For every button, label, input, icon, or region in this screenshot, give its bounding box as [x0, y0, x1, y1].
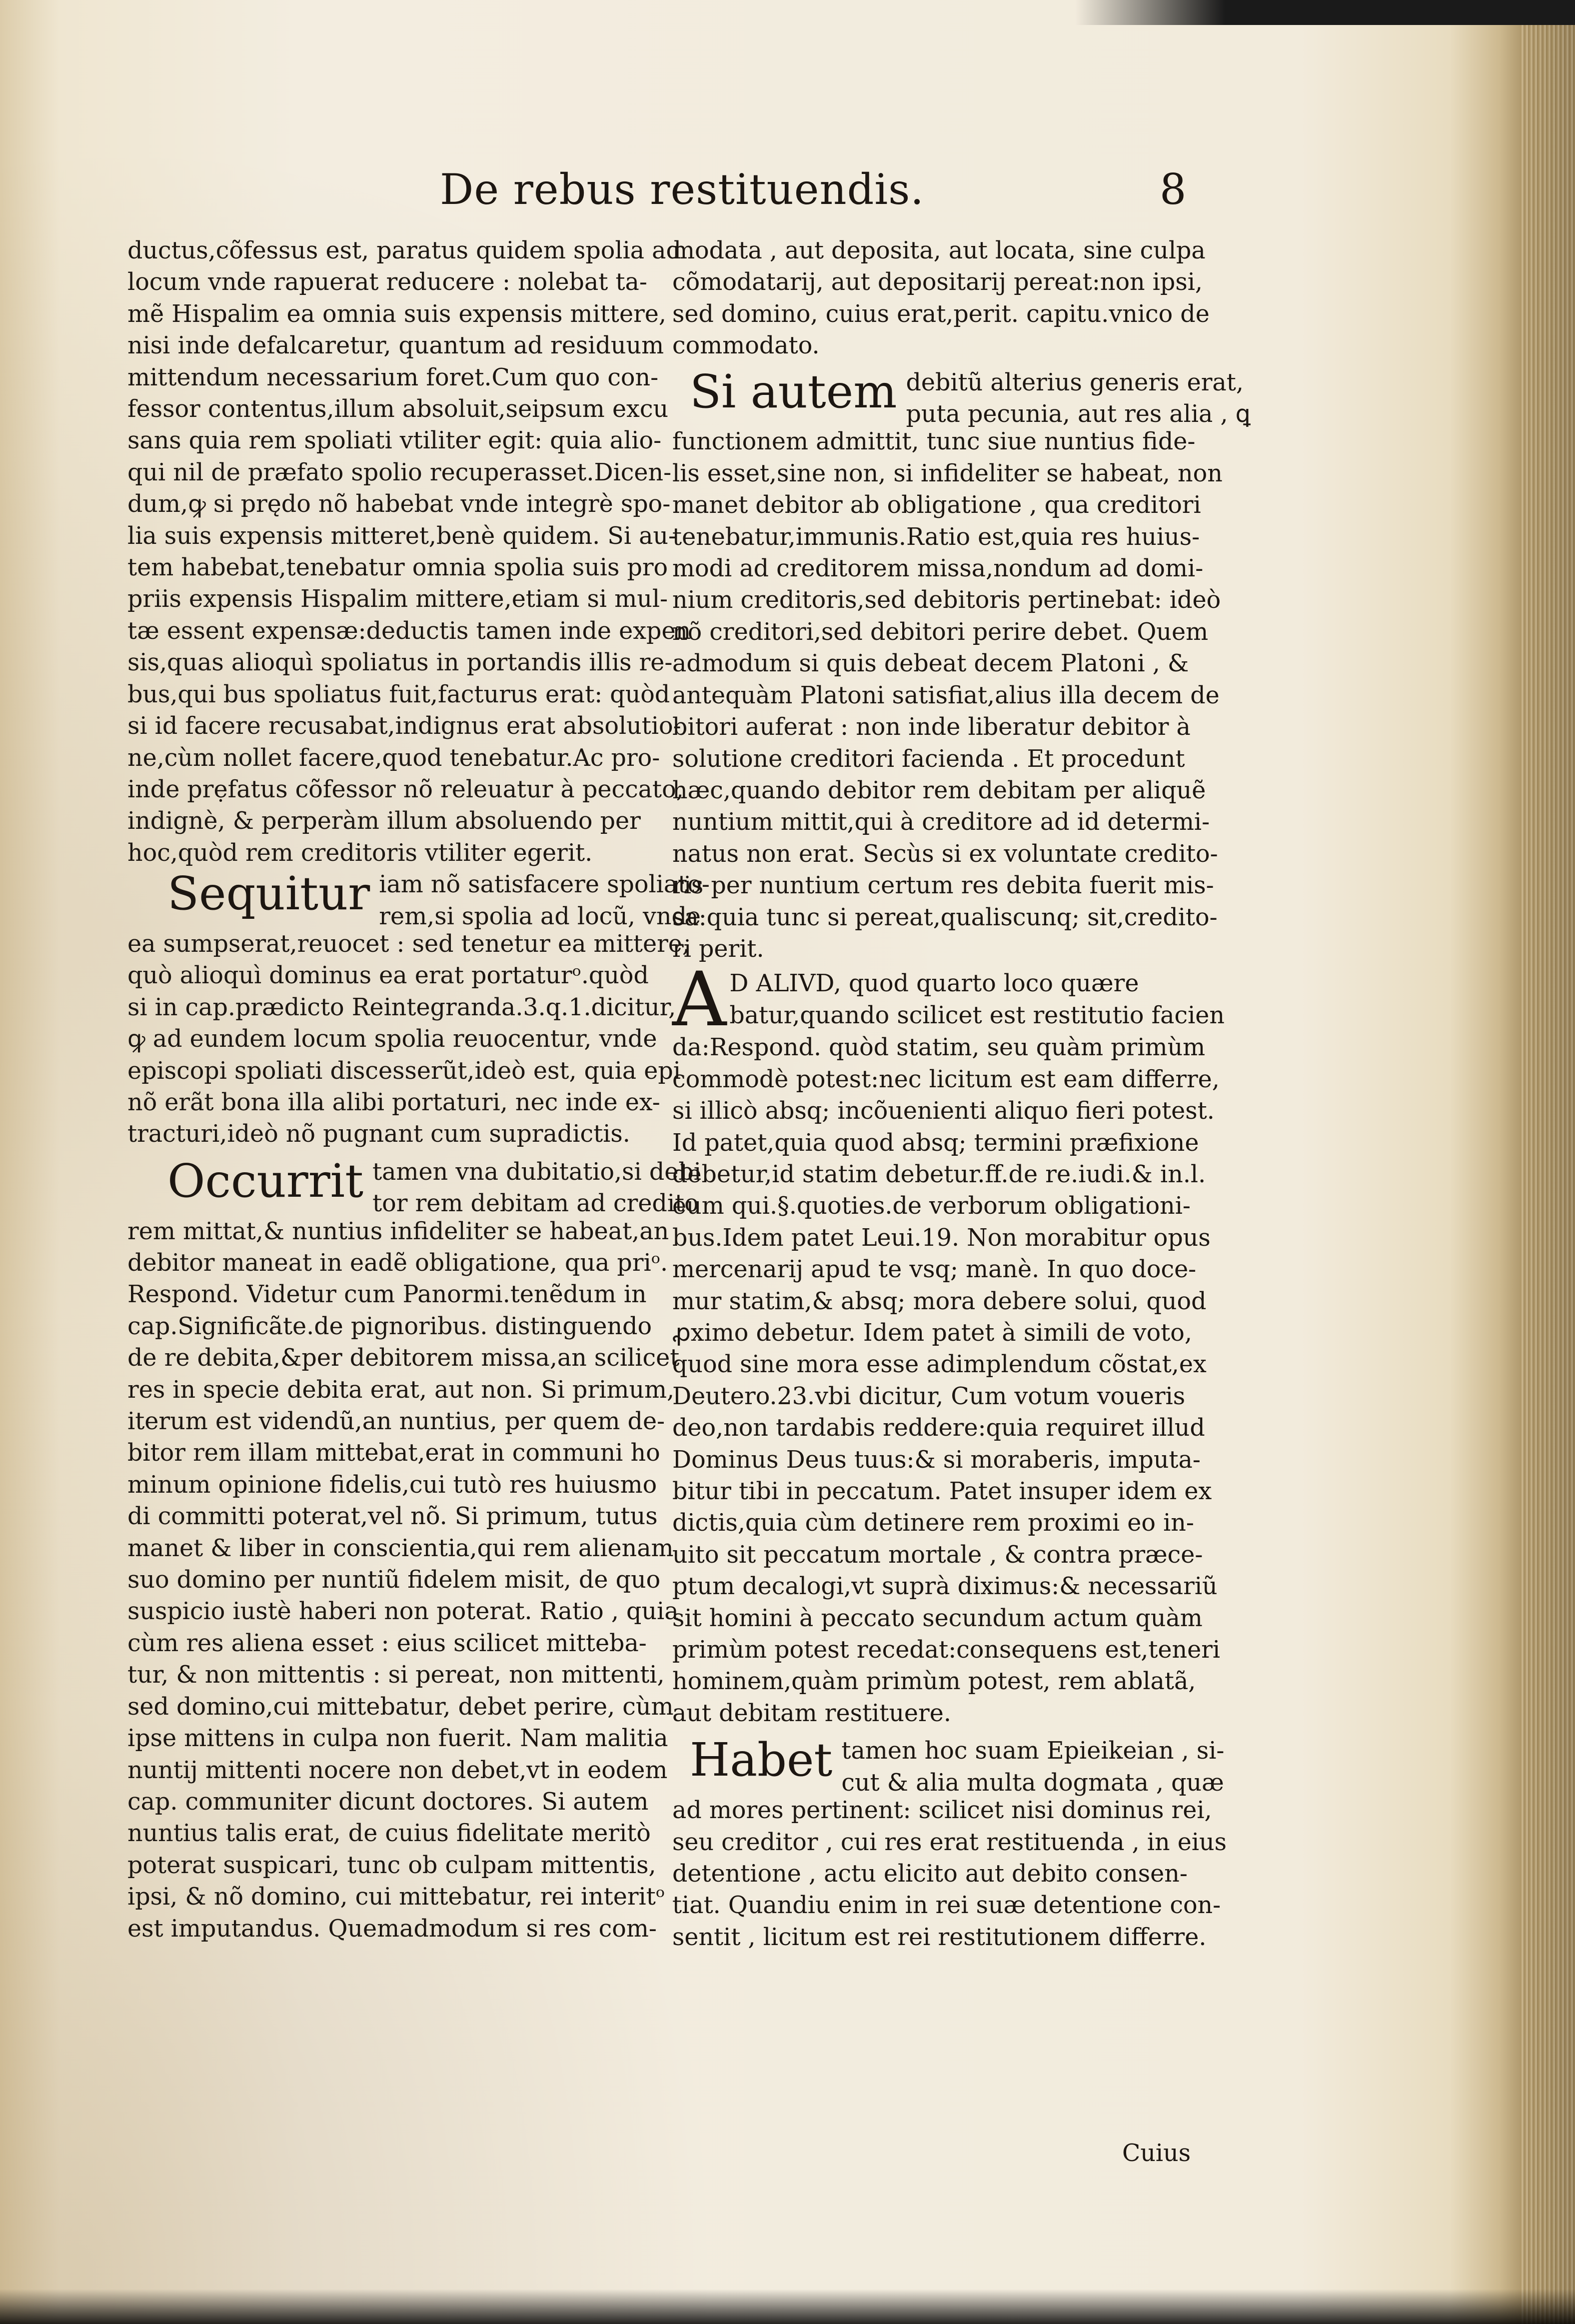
- opening-lines: [841, 1735, 1224, 1799]
- text-line: cap. communiter dicunt doctores. Si autem: [127, 1788, 649, 1816]
- text-line: commodè potest:nec licitum est eam differre,: [672, 1065, 1220, 1093]
- text-line: de re debita,&per debitorem missa,an scilicet: [127, 1344, 680, 1372]
- text-line: priis expensis Hispalim mittere,etiam si mul-: [127, 585, 668, 613]
- text-line: hæc,quando debitor rem debitam per aliquẽ: [672, 776, 1206, 804]
- left-column: [127, 235, 710, 1945]
- text-line: locum vnde rapuerat reducere : nolebat ta-: [127, 268, 647, 296]
- text-line: cut & alia multa dogmata , quæ: [841, 1769, 1224, 1797]
- background-corner: [1075, 0, 1575, 25]
- text-line: bitor rem illam mittebat,erat in communi ho: [127, 1439, 660, 1467]
- text-line: sans quia rem spoliati vtiliter egit: quia alio-: [127, 427, 662, 455]
- text-line: batur,quando scilicet est restitutio facien: [729, 1001, 1225, 1029]
- paragraph-2: [127, 928, 690, 1150]
- paragraph-2-opening: [672, 364, 1251, 430]
- paragraph-1: [672, 235, 1210, 362]
- text-line: tamen vna dubitatio,si debi: [372, 1158, 701, 1186]
- text-line: Deutero.23.vbi dicitur, Cum votum voueris: [672, 1382, 1186, 1410]
- text-line: modata , aut deposita, aut locata, sine culpa: [672, 237, 1206, 264]
- text-line: ꝙ ad eundem locum spolia reuocentur, vnde: [127, 1025, 657, 1053]
- display-word: Sequitur: [167, 867, 370, 921]
- paragraph-3: [127, 1216, 680, 1945]
- display-word: Habet: [690, 1733, 833, 1787]
- page-edge: [1520, 0, 1575, 2324]
- text-line: si in cap.prædicto Reintegranda.3.q.1.dicitur,: [127, 993, 676, 1021]
- opening-lines: [729, 968, 1225, 1031]
- text-line: res in specie debita erat, aut non. Si primum,: [127, 1376, 675, 1404]
- text-line: admodum si quis debeat decem Platoni , &: [672, 650, 1189, 678]
- text-line: iam nõ satisfacere spoliato-: [379, 871, 710, 899]
- text-line: sentit , licitum est rei restitutionem differre.: [672, 1923, 1207, 1951]
- text-line: rem,si spolia ad locũ, vnde: [379, 902, 701, 930]
- text-line: tur, & non mittentis : si pereat, non mittenti,: [127, 1661, 665, 1689]
- text-line: Dominus Deus tuus:& si moraberis, imputa-: [672, 1446, 1201, 1474]
- paragraph-2: [672, 426, 1223, 965]
- text-line: nõ erãt bona illa alibi portaturi, nec inde ex-: [127, 1088, 660, 1116]
- text-line: ipse mittens in culpa non fuerit. Nam malitia: [127, 1725, 668, 1753]
- text-line: ad mores pertinent: scilicet nisi dominus rei,: [672, 1797, 1212, 1825]
- text-line: tem habebat,tenebatur omnia spolia suis pro: [127, 554, 668, 582]
- text-line: cùm res aliena esset : eius scilicet mitteba-: [127, 1629, 647, 1657]
- text-line: detentione , actu elicito aut debito consen-: [672, 1860, 1188, 1888]
- text-line: hominem,quàm primùm potest, rem ablatã,: [672, 1668, 1196, 1696]
- text-line: Respond. Videtur cum Panormi.tenẽdum in: [127, 1281, 647, 1309]
- text-line: functionem admittit, tunc siue nuntius fide-: [672, 428, 1196, 456]
- text-line: seu creditor , cui res erat restituenda , in eius: [672, 1828, 1227, 1856]
- text-line: uito sit peccatum mortale , & contra præce-: [672, 1541, 1203, 1569]
- text-line: bitori auferat : non inde liberatur debitor à: [672, 713, 1191, 741]
- opening-lines: [379, 869, 710, 932]
- text-line: sa:quia tunc si pereat,qualiscunq; sit,credito-: [672, 903, 1218, 931]
- text-line: nuntij mittenti nocere non debet,vt in eodem: [127, 1756, 668, 1784]
- text-line: ductus,cõfessus est, paratus quidem spolia ad: [127, 237, 681, 264]
- text-line: antequàm Platoni satisfiat,alius illa decem de: [672, 681, 1220, 709]
- text-line: est imputandus. Quemadmodum si res com-: [127, 1915, 657, 1943]
- text-line: bus.Idem patet Leui.19. Non morabitur opus: [672, 1224, 1211, 1252]
- text-line: suspicio iustè haberi non poterat. Ratio , quia: [127, 1598, 679, 1626]
- text-line: tenebatur,immunis.Ratio est,quia res huius-: [672, 523, 1200, 551]
- text-line: Id patet,quia quod absq; termini præfixione: [672, 1129, 1199, 1157]
- text-line: tiat. Quandiu enim in rei suæ detentione con-: [672, 1892, 1221, 1920]
- opening-lines: [906, 367, 1250, 430]
- text-line: debitũ alterius generis erat,: [906, 368, 1244, 396]
- text-line: ne,cùm nollet facere,quod tenebatur.Ac pro-: [127, 744, 660, 772]
- text-line: natus non erat. Secùs si ex voluntate credito-: [672, 840, 1218, 868]
- text-line: puta pecunia, aut res alia , ꝗ: [906, 400, 1251, 428]
- text-line: dum,ꝙ si prędo nõ habebat vnde integrè spo-: [127, 490, 671, 518]
- text-line: lia suis expensis mitteret,benè quidem. Si au-: [127, 522, 677, 550]
- text-line: quod sine mora esse adimplendum cõstat,ex: [672, 1351, 1207, 1379]
- display-word: Si autem: [690, 364, 897, 418]
- text-line: di committi poterat,vel nõ. Si primum, tutus: [127, 1503, 658, 1531]
- text-line: sed domino,cui mittebatur, debet perire, cùm: [127, 1693, 674, 1721]
- paragraph-3: [672, 1032, 1221, 1729]
- text-line: sed domino, cuius erat,perit. capitu.vnico de: [672, 300, 1210, 328]
- text-line: modi ad creditorem missa,nondum ad domi-: [672, 555, 1204, 583]
- opening-lines: [372, 1156, 701, 1220]
- text-line: tracturi,ideò nõ pugnant cum supradictis.: [127, 1120, 630, 1148]
- page-number: 8: [1160, 165, 1187, 214]
- text-line: mur statim,& absq; mora debere solui, quod: [672, 1287, 1207, 1315]
- text-line: da:Respond. quòd statim, seu quàm primùm: [672, 1034, 1206, 1062]
- right-column: [672, 235, 1251, 1953]
- text-line: lis esset,sine non, si infideliter se habeat, non: [672, 459, 1223, 487]
- paragraph-1: [127, 235, 691, 869]
- text-line: ea sumpserat,reuocet : sed tenetur ea mittere,: [127, 930, 690, 958]
- text-line: tæ essent expensæ:deductis tamen inde expen: [127, 617, 691, 645]
- running-title: De rebus restituendis.: [440, 165, 925, 214]
- text-line: bitur tibi in peccatum. Patet insuper idem ex: [672, 1478, 1212, 1506]
- text-line: ꝓximo debetur. Idem patet à simili de voto,: [672, 1319, 1192, 1347]
- text-line: nuntium mittit,qui à creditore ad id determi-: [672, 808, 1210, 836]
- text-line: mẽ Hispalim ea omnia suis expensis mittere,: [127, 300, 666, 328]
- page-shadow: [0, 2289, 1575, 2324]
- text-line: ptum decalogi,vt suprà diximus:& necessariũ: [672, 1573, 1218, 1601]
- text-line: cõmodatarij, aut depositarij pereat:non ipsi,: [672, 268, 1203, 296]
- paragraph-3-opening: [672, 956, 1225, 1044]
- display-word: Occurrit: [167, 1154, 364, 1208]
- drop-initial: A: [672, 956, 727, 1044]
- text-line: D ALIVD, quod quarto loco quære: [729, 970, 1139, 998]
- text-line: ri perit.: [672, 935, 764, 963]
- text-line: indignè, & perperàm illum absoluendo per: [127, 807, 641, 835]
- text-line: nium creditoris,sed debitoris pertinebat: ideò: [672, 586, 1221, 614]
- text-line: fessor contentus,illum absoluit,seipsum excu: [127, 395, 669, 423]
- text-line: manet & liber in conscientia,qui rem alienam: [127, 1534, 674, 1562]
- text-line: solutione creditori facienda . Et procedunt: [672, 745, 1185, 773]
- text-line: si id facere recusabat,indignus erat absolutio-: [127, 712, 681, 740]
- text-line: deo,non tardabis reddere:quia requiret illud: [672, 1414, 1205, 1442]
- text-line: ipsi, & nõ domino, cui mittebatur, rei interitᵒ: [127, 1883, 665, 1911]
- text-line: inde prẹfatus cõfessor nõ releuatur à peccato,: [127, 775, 684, 803]
- text-line: nõ creditori,sed debitori perire debet. Quem: [672, 618, 1209, 646]
- text-line: minum opinione fidelis,cui tutò res huiusmo: [127, 1471, 657, 1499]
- paragraph-4: [672, 1795, 1227, 1953]
- text-line: mittendum necessarium foret.Cum quo con-: [127, 363, 659, 391]
- text-line: ris per nuntium certum res debita fuerit mis-: [672, 872, 1214, 900]
- text-line: nuntius talis erat, de cuius fidelitate meritò: [127, 1820, 651, 1848]
- text-line: tamen hoc suam Epieikeian , si-: [841, 1737, 1225, 1765]
- text-line: suo domino per nuntiũ fidelem misit, de quo: [127, 1566, 661, 1594]
- text-line: primùm potest recedat:consequens est,teneri: [672, 1636, 1221, 1664]
- text-line: bus,qui bus spoliatus fuit,facturus erat: quòd: [127, 680, 670, 708]
- text-line: commodato.: [672, 332, 820, 360]
- text-line: si illicò absq; incõuenienti aliquo fieri potest.: [672, 1097, 1215, 1125]
- text-line: tor rem debitam ad credito: [372, 1190, 699, 1218]
- text-line: nisi inde defalcaretur, quantum ad residuum: [127, 332, 664, 360]
- text-line: hoc,quòd rem creditoris vtiliter egerit.: [127, 839, 593, 867]
- text-line: sis,quas alioquì spoliatus in portandis illis re-: [127, 649, 673, 677]
- text-line: manet debitor ab obligatione , qua creditori: [672, 491, 1201, 519]
- text-line: cap.Significãte.de pignoribus. distinguendo: [127, 1312, 652, 1340]
- paragraph-2-opening: [127, 867, 710, 932]
- text-line: iterum est videndũ,an nuntius, per quem de-: [127, 1408, 665, 1436]
- text-line: quò alioquì dominus ea erat portaturᵒ.quòd: [127, 962, 649, 990]
- catchword: Cuius: [1122, 2140, 1191, 2167]
- text-line: qui nil de præfato spolio recuperasset.Dicen-: [127, 458, 672, 486]
- text-line: aut debitam restituere.: [672, 1699, 951, 1727]
- text-line: episcopi spoliati discesserũt,ideò est, quia epi: [127, 1057, 681, 1085]
- text-line: sit homini à peccato secundum actum quàm: [672, 1604, 1203, 1632]
- text-line: debitor maneat in eadẽ obligatione, qua priᵒ.: [127, 1249, 668, 1277]
- paragraph-3-opening: [127, 1154, 701, 1220]
- paragraph-4-opening: [672, 1733, 1225, 1799]
- text-line: rem mittat,& nuntius infideliter se habeat,an: [127, 1217, 669, 1245]
- text-line: mercenarij apud te vsq; manè. In quo doce-: [672, 1256, 1197, 1284]
- text-line: dictis,quia cùm detinere rem proximi eo in-: [672, 1509, 1194, 1537]
- text-line: debetur,id statim debetur.ff.de re.iudi.& in.l.: [672, 1160, 1206, 1188]
- text-line: eum qui.§.quoties.de verborum obligationi-: [672, 1192, 1191, 1220]
- text-line: poterat suspicari, tunc ob culpam mittentis,: [127, 1851, 656, 1879]
